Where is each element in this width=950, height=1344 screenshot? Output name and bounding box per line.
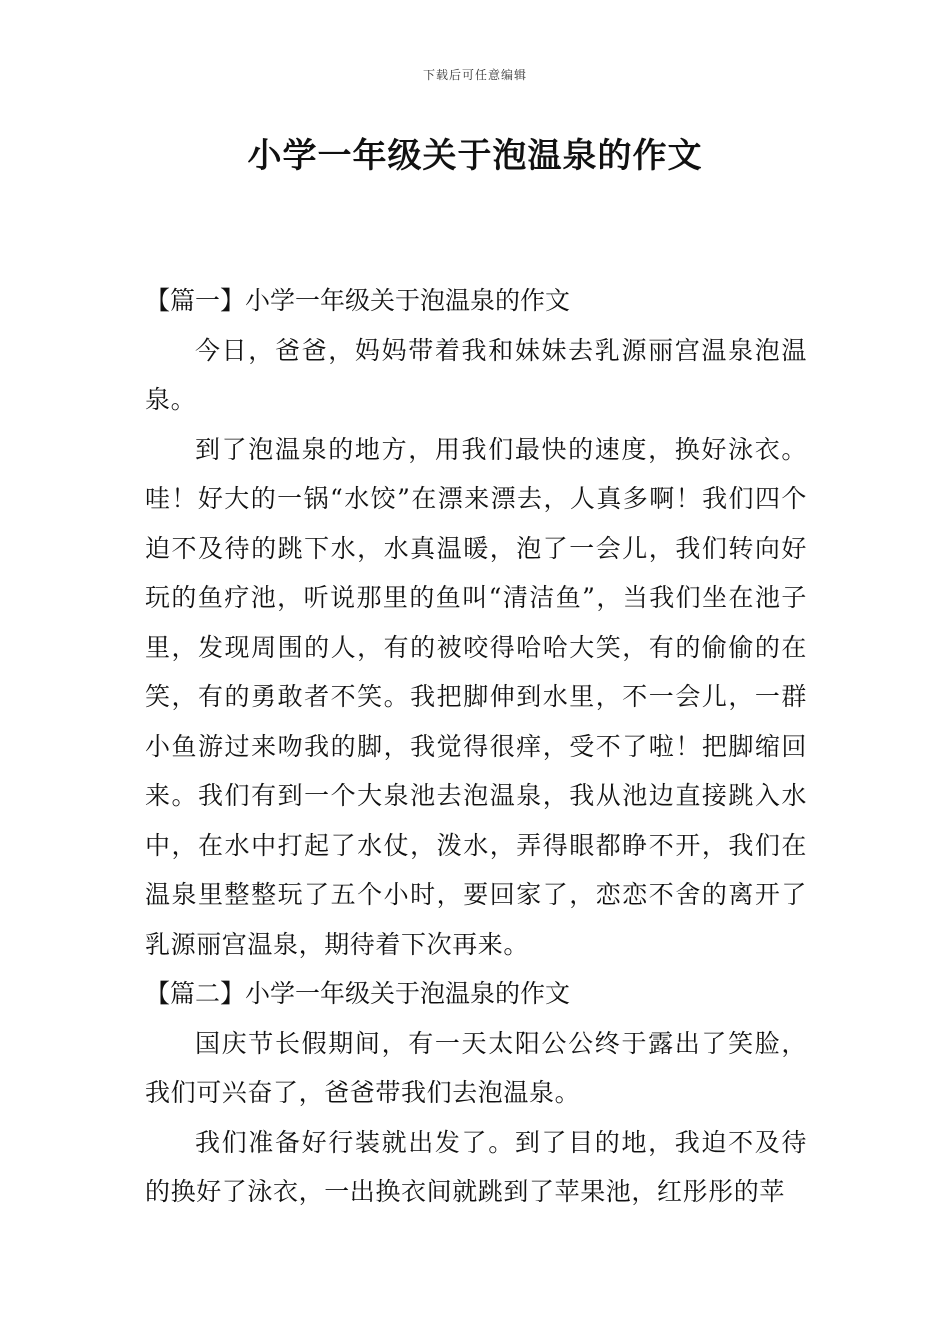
paragraph: 到了泡温泉的地方，用我们最快的速度，换好泳衣。哇！好大的一锅“水饺”在漂来漂去，人真多啊！我们四个迫不及待的跳下水，水真温暖，泡了一会儿，我们转向好玩的鱼疗池，听说那里的鱼叫“清洁鱼”，当我们坐在池子里，发现周围的人，有的被咬得哈哈大笑，有的偷偷的在笑，有的勇敢者不笑。我把脚伸到水里，不一会儿，一群小鱼游过来吻我的脚，我觉得很痒，受不了啦！把脚缩回来。我们有到一个大泉池去泡温泉，我从池边直接跳入水中，在水中打起了水仗，泼水，弄得眼都睁不开，我们在温泉里整整玩了五个小时，要回家了，恋恋不舍的离开了乳源丽宫温泉，期待着下次再来。 (145, 434, 807, 959)
section-1 (145, 276, 807, 969)
document-body (145, 276, 807, 1217)
paragraph: 国庆节长假期间，有一天太阳公公终于露出了笑脸，我们可兴奋了，爸爸带我们去泡温泉。 (145, 1028, 807, 1107)
paragraph: 我们准备好行装就出发了。到了目的地，我迫不及待的换好了泳衣，一出换衣间就跳到了苹果池，红彤彤的苹 (145, 1127, 807, 1206)
header-note: 下载后可任意编辑 (422, 68, 527, 82)
section-heading: 【篇一】小学一年级关于泡温泉的作文 (145, 286, 571, 315)
paragraph: 今日，爸爸，妈妈带着我和妹妹去乳源丽宫温泉泡温泉。 (145, 335, 807, 414)
section-2 (145, 969, 807, 1217)
section-heading: 【篇二】小学一年级关于泡温泉的作文 (145, 979, 571, 1008)
document-title: 小学一年级关于泡温泉的作文 (247, 136, 703, 176)
